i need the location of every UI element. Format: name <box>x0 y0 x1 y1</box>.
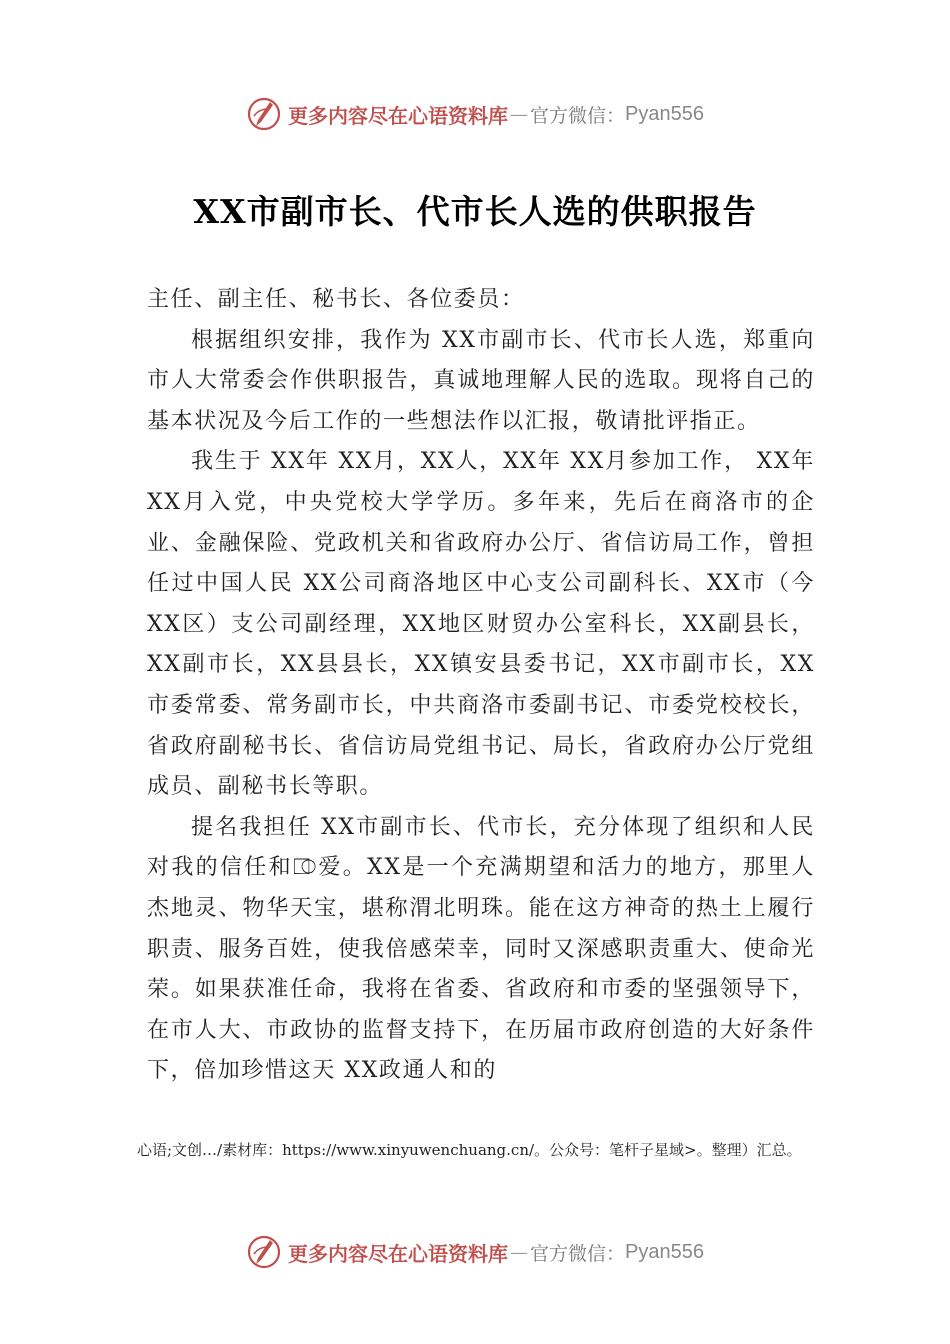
quill-logo-icon <box>246 1234 282 1270</box>
brand-text: 更多内容尽在心语资料库 <box>288 103 508 128</box>
wechat-id: Pyan556 <box>625 102 704 125</box>
source-footnote: 心语;文创…/素材库：https://www.xinyuwenchuang.cn/。公众号：笔杆子星域>。整理）汇总。 <box>137 1141 802 1159</box>
salutation: 主任、副主任、秘书长、各位委员： <box>147 287 525 312</box>
document-body <box>147 280 815 1092</box>
bottom-banner <box>0 1232 950 1272</box>
wechat-id: Pyan556 <box>625 1240 704 1263</box>
paragraph: 我生于 XX年 XX月，XX人，XX年 XX月参加工作， XX年 XX月入党，中央党校大学学历。多年来，先后在商洛市的企业、金融保险、党政机关和省政府办公厅、省信访局工作，曾担任过中国人民 XX公司商洛地区中心支公司副科长、XX市（今 XX区）支公司副经理，XX地区财贸办公室科长，XX副县长，XX副市长，XX县县长，XX镇安县委书记，XX市副市长，XX市委常委、常务副市长，中共商洛市委副书记、市委党校校长，省政府副秘书长、省信访局党组书记、局长，省政府办公厅党组成员、副秘书长等职。 <box>147 449 815 800</box>
paragraph: 根据组织安排，我作为 XX市副市长、代市长人选，郑重向市人大常委会作供职报告，真诚地理解人民的选取。现将自己的基本状况及今后工作的一些想法作以汇报，敬请批评指正。 <box>147 327 815 434</box>
quill-logo-icon <box>246 96 282 132</box>
banner-separator: — <box>510 1241 528 1263</box>
paragraph: 提名我担任 XX市副市长、代市长，充分体现了组织和人民对我的信任和⎄爱。XX是一个充满期望和活力的地方，那里人杰地灵、物华天宝，堪称渭北明珠。能在这方神奇的热土上履行职责、服务百姓，使我倍感荣幸，同时又深感职责重大、使命光荣。如果获准任命，我将在省委、省政府和市委的坚强领导下，在市人大、市政协的监督支持下，在历届市政府创造的大好条件下，倍加珍惜这天 XX政通人和的 <box>147 814 815 1084</box>
wechat-label: 官方微信： <box>530 104 626 127</box>
banner-separator: — <box>510 103 528 125</box>
top-banner <box>0 94 950 134</box>
document-title: XX市副市长、代市长人选的供职报告 <box>193 192 757 231</box>
wechat-label: 官方微信： <box>530 1242 626 1265</box>
brand-text: 更多内容尽在心语资料库 <box>288 1241 508 1266</box>
